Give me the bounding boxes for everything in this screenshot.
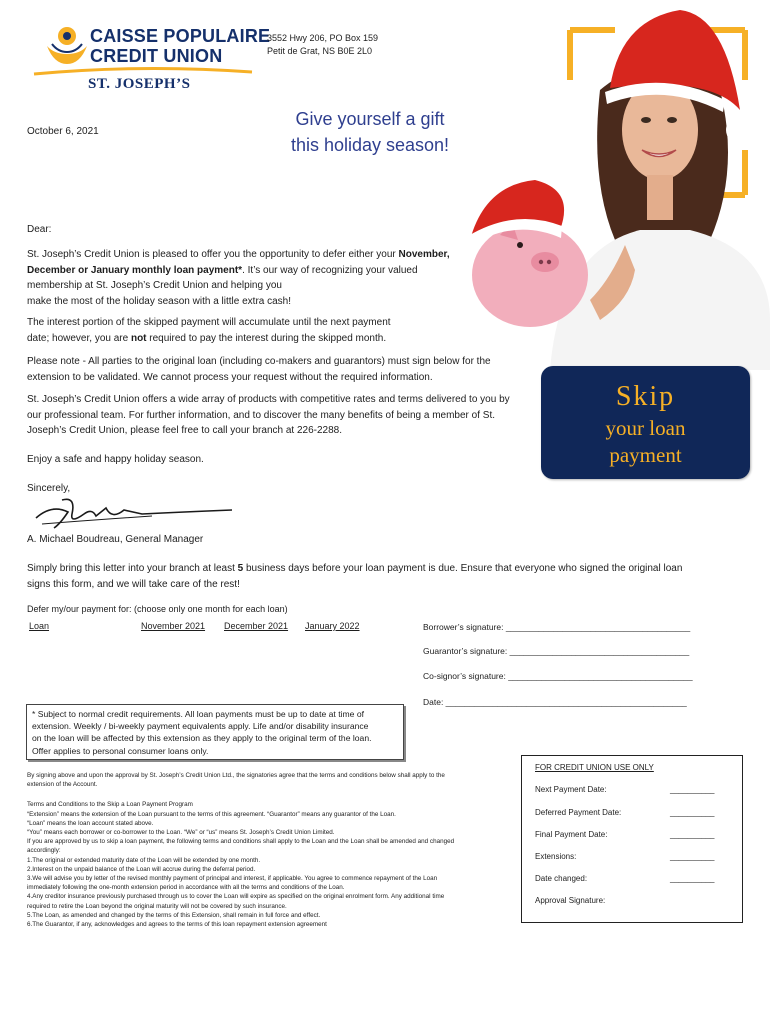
borrower-signature-field[interactable]: Borrower’s signature: _______________________________________ — [423, 622, 691, 632]
extensions-field[interactable]: __________ — [670, 852, 715, 861]
instr-line2: signs this form, and we will take care of the rest! — [27, 578, 240, 590]
letter-paragraph-5: Enjoy a safe and happy holiday season. — [27, 454, 204, 465]
p1-line2-a: December or January monthly loan payment* — [27, 264, 243, 276]
p4-line1: St. Joseph’s Credit Union offers a wide array of products with competitive rates and terms delivered to you by — [27, 394, 510, 405]
instr-line1-a: Simply bring this letter into your branch at least — [27, 563, 238, 574]
skip-line2: payment — [609, 443, 682, 467]
logo-line2: CREDIT UNION — [90, 46, 223, 66]
date-signature-field[interactable]: Date: ___________________________________________________ — [423, 697, 687, 707]
disclaimer-box — [26, 704, 404, 760]
disclaimer-line2: extension. Weekly / bi-weekly payment equivalents apply. Life and/or disability insurance — [32, 721, 369, 732]
deferred-payment-date-label: Deferred Payment Date: — [535, 808, 622, 817]
defer-option-loan[interactable]: Loan — [29, 621, 50, 631]
guarantor-signature-field[interactable]: Guarantor’s signature: ______________________________________ — [423, 646, 690, 656]
logo-branch: ST. JOSEPH’S — [88, 76, 191, 92]
logo-line1: CAISSE POPULAIRE — [90, 26, 271, 46]
p2-line2-b: not — [130, 332, 147, 344]
instr-line1-b: 5 — [237, 563, 244, 574]
fine-print — [27, 771, 512, 929]
term-13: 6.The Guarantor, if any, acknowledges and agrees to the terms of this loan repayment extension agreement — [27, 921, 327, 929]
next-payment-date-field[interactable]: __________ — [670, 785, 715, 794]
holiday-photo — [440, 0, 770, 370]
term-1: “Extension” means the extension of the Loan pursuant to the terms of this agreement. “Guarantor” means any guarantor of the Loan. — [27, 810, 396, 818]
p2-line1: The interest portion of the skipped payment will accumulate until the next payment — [27, 317, 391, 328]
term-3: “You” means each borrower or co-borrower to the Loan. “We” or “us” means St. Joseph’s Credit Union Limited. — [27, 829, 335, 837]
office-use-title: FOR CREDIT UNION USE ONLY — [535, 763, 654, 772]
signer-name: A. Michael Boudreau, General Manager — [27, 534, 204, 545]
term-2: “Loan” means the loan account stated above. — [27, 819, 154, 827]
term-4: If you are approved by us to skip a loan payment, the following terms and conditions shall apply to the Loan and the Loan shall be amended and changed — [27, 838, 455, 846]
defer-option-november[interactable]: November 2021 — [141, 621, 206, 631]
p3-line1: Please note - All parties to the original loan (including co-makers and guarantors) must sign below for the — [27, 356, 491, 367]
disclaimer-line1: * Subject to normal credit requirements. All loan payments must be up to date at time of — [32, 709, 364, 719]
p2-line2-a: date; however, you are — [27, 332, 131, 344]
office-use-box — [521, 755, 743, 923]
extensions-label: Extensions: — [535, 852, 577, 861]
date-changed-label: Date changed: — [535, 874, 588, 883]
address-line2: Petit de Grat, NS B0E 2L0 — [267, 46, 373, 56]
term-7: 2.Interest on the unpaid balance of the Loan will accrue during the deferral period. — [27, 865, 256, 873]
address-line1: 3552 Hwy 206, PO Box 159 — [267, 33, 379, 43]
skip-word: Skip — [615, 381, 676, 412]
term-11: required to retire the Loan beyond the original maturity will not be covered by such insurance. — [27, 902, 287, 910]
handwritten-signature — [32, 494, 237, 530]
letter-greeting: Dear: — [27, 224, 52, 235]
headline-line1: Give yourself a gift — [295, 109, 445, 129]
p4-line2: our professional team. For further information, and to discover the many benefits of being a member of St. — [27, 409, 496, 421]
letter-paragraph-2 — [27, 315, 391, 346]
instr-line1-c: business days before your loan payment is due. Ensure that everyone who signed the original loan — [243, 563, 683, 574]
agree-line2: extension of the Account. — [27, 781, 98, 789]
terms-title: Terms and Conditions to the Skip a Loan Payment Program — [27, 801, 193, 809]
p1-line1-b: November, — [398, 249, 450, 260]
defer-option-january[interactable]: January 2022 — [305, 621, 360, 631]
instructions — [27, 561, 682, 592]
cosignor-signature-field[interactable]: Co-signor’s signature: _______________________________________ — [423, 671, 693, 681]
date-changed-field[interactable]: __________ — [670, 874, 715, 883]
term-8: 3.We will advise you by letter of the revised monthly payment of principal and interest, if applicable. You agree to commence repayment of the Loan — [27, 875, 438, 883]
term-10: 4.Any creditor insurance previously purchased through us to cover the Loan will expire as specified on the original enrolment form. Any additional time — [27, 893, 445, 901]
p1-line2-b: . It’s our way of recognizing your valued — [242, 264, 418, 276]
final-payment-date-field[interactable]: __________ — [670, 830, 715, 839]
p1-line3: membership at St. Joseph’s Credit Union and helping you — [27, 280, 282, 291]
letter-paragraph-1 — [27, 247, 450, 309]
approval-signature-label: Approval Signature: — [535, 896, 606, 905]
term-6: 1.The original or extended maturity date of the Loan will be extended by one month. — [27, 856, 261, 864]
deferred-payment-date-field[interactable]: __________ — [670, 808, 715, 817]
final-payment-date-label: Final Payment Date: — [535, 830, 608, 839]
defer-option-december[interactable]: December 2021 — [224, 621, 289, 631]
disclaimer-line4: Offer applies to personal consumer loans only. — [32, 745, 209, 756]
term-12: 5.The Loan, as amended and changed by the terms of this Extension, shall remain in full force and effect. — [27, 911, 321, 919]
skip-payment-badge — [541, 366, 750, 479]
p1-line4: make the most of the holiday season with a little extra cash! — [27, 295, 292, 307]
p1-line1-a: St. Joseph’s Credit Union is pleased to offer you the opportunity to defer either your — [27, 249, 399, 260]
letter-closing: Sincerely, — [27, 483, 71, 494]
credit-union-logo — [30, 22, 271, 92]
skip-line1: your loan — [605, 416, 686, 440]
logo-swoosh — [32, 66, 254, 76]
disclaimer-line3: on the loan will be affected by this extension as they apply to the original term of the loan. — [32, 733, 372, 744]
p3-line2: extension to be validated. We cannot process your request without the required information. — [27, 371, 433, 383]
hands-emblem-icon — [44, 24, 90, 66]
letter-paragraph-3 — [27, 354, 491, 385]
headline-line2: this holiday season! — [290, 135, 450, 155]
letter-paragraph-4 — [27, 392, 510, 439]
branch-address — [267, 32, 378, 58]
term-5: accordingly: — [27, 847, 61, 855]
defer-label: Defer my/our payment for: (choose only one month for each loan) — [27, 604, 288, 614]
agree-line1: By signing above and upon the approval by St. Joseph’s Credit Union Ltd., the signatories agree that the terms and conditions below shall apply to the — [27, 772, 445, 779]
next-payment-date-label: Next Payment Date: — [535, 785, 607, 794]
p2-line2-c: required to pay the interest during the skipped month. — [146, 332, 387, 344]
p4-line3: Joseph’s Credit Union, please feel free to call your branch at 226-2288. — [27, 425, 343, 436]
term-9: immediately following the one-month extension period in accordance with all the terms and conditions of the Loan. — [27, 884, 345, 892]
letter-date: October 6, 2021 — [27, 126, 99, 137]
